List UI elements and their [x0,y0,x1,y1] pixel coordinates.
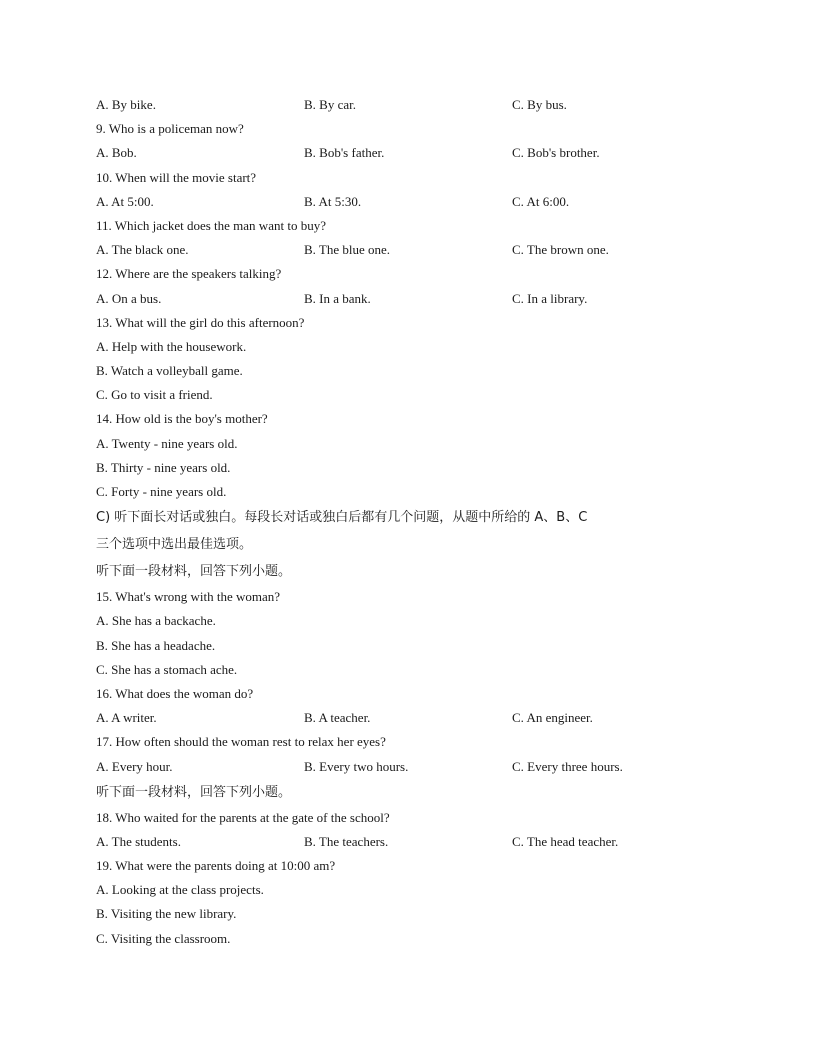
question-line: 18. Who waited for the parents at the gate of the school? [96,809,390,825]
question-line: B. Visiting the new library. [96,906,237,922]
section-instruction: 三个选项中选出最佳选项。 [96,537,253,553]
answer-options-row [96,706,736,730]
question-line: C. Forty - nine years old. [96,484,227,499]
answer-option-c: C. By bus. [512,97,567,112]
question-line: 14. How old is the boy's mother? [96,411,268,427]
answer-option-c: C. The head teacher. [512,833,619,849]
question-line: A. Looking at the class projects. [96,882,264,898]
answer-options-row [96,830,736,854]
question-line: B. She has a headache. [96,637,216,653]
answer-option-c: C. Every three hours. [512,758,623,774]
question-line: B. Watch a volleyball game. [96,363,243,379]
answer-options-row [96,238,736,262]
question-line: C. She has a stomach ache. [96,661,238,677]
question-line: A. She has a backache. [96,613,216,629]
answer-options-row [96,755,736,779]
answer-option-b: B. The blue one. [304,242,391,258]
answer-options-row [96,93,736,117]
document-page [96,93,736,951]
section-instruction: 听下面一段材料，回答下列小题。 [96,784,292,800]
answer-option-c: C. At 6:00. [512,193,570,209]
question-line: A. Help with the housework. [96,338,247,354]
question-line: 19. What were the parents doing at 10:00 am? [96,858,336,874]
answer-option-a: A. Every hour. [96,758,173,774]
answer-option-a: A. Bob. [96,145,137,161]
question-line: C. Visiting the classroom. [96,930,231,946]
question-line: B. Thirty - nine years old. [96,459,231,475]
question-line: 11. Which jacket does the man want to buy? [96,217,326,233]
section-instruction: 听下面一段材料，回答下列小题。 [96,564,292,580]
question-line: 13. What will the girl do this afternoon? [96,314,305,330]
section-instruction: C) 听下面长对话或独白。每段长对话或独白后都有几个问题，从题中所给的 A、B、C [96,510,588,526]
question-line: A. Twenty - nine years old. [96,435,238,451]
question-line: C. Go to visit a friend. [96,387,213,403]
answer-option-c: C. In a library. [512,290,588,306]
answer-option-c: C. The brown one. [512,242,609,258]
answer-option-a: A. By bike. [96,97,156,112]
question-line: 9. Who is a policeman now? [96,121,244,137]
question-line: 12. Where are the speakers talking? [96,266,282,282]
answer-option-c: C. An engineer. [512,710,593,726]
answer-option-a: A. On a bus. [96,290,162,306]
answer-option-b: B. At 5:30. [304,193,362,209]
answer-option-b: B. In a bank. [304,290,371,306]
answer-option-a: A. At 5:00. [96,193,154,209]
question-line: 15. What's wrong with the woman? [96,589,281,605]
answer-option-b: B. A teacher. [304,710,371,726]
answer-option-a: A. The students. [96,833,181,849]
answer-options-row [96,287,736,311]
question-line: 17. How often should the woman rest to relax her eyes? [96,734,386,750]
answer-options-row [96,190,736,214]
question-line: 10. When will the movie start? [96,169,257,185]
answer-option-c: C. Bob's brother. [512,145,600,161]
answer-option-b: B. Every two hours. [304,758,409,774]
question-line: 16. What does the woman do? [96,685,254,701]
answer-option-b: B. By car. [304,97,356,112]
answer-option-a: A. The black one. [96,242,189,258]
answer-options-row [96,141,736,165]
answer-option-a: A. A writer. [96,710,157,726]
answer-option-b: B. The teachers. [304,833,389,849]
answer-option-b: B. Bob's father. [304,145,385,161]
